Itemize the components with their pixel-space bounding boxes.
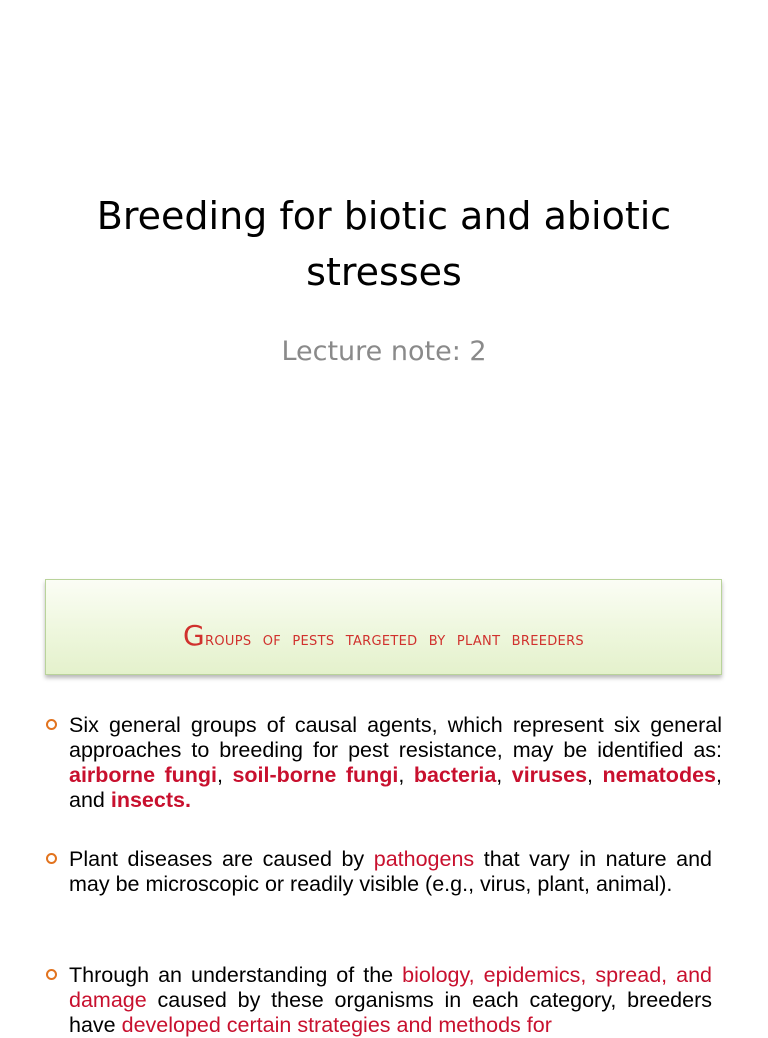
- highlight-soil-borne-fungi: soil-borne fungi: [232, 763, 399, 787]
- section-heading-box: [45, 579, 722, 675]
- highlight-bacteria: bacteria: [413, 763, 497, 787]
- bullet-item: [69, 847, 712, 897]
- highlight-airborne-fungi: airborne fungi: [69, 763, 218, 787]
- bullet-text: caused by these organisms in each category, breeders have: [69, 988, 712, 1037]
- section-heading: [183, 619, 584, 652]
- bullet-circle-icon: [46, 853, 57, 864]
- bullet-text: that vary in nature and may be microscopic or readily visible (e.g., virus, plant, animal).: [69, 847, 712, 896]
- bullet-text: ,: [217, 763, 233, 787]
- slide-title-line-2: stresses: [306, 250, 462, 294]
- section-heading-rest: roups of pests targeted by plant breeders: [205, 627, 584, 650]
- bullet-circle-icon: [46, 719, 57, 730]
- highlight-pathogens: pathogens: [373, 847, 475, 871]
- highlight-nematodes: nematodes: [602, 763, 716, 787]
- bullet-item: [69, 713, 722, 813]
- bullet-text: ,: [398, 763, 414, 787]
- highlight-biology-epidemics: biology, epidemics, spread, and damage: [69, 963, 712, 1012]
- highlight-insects: insects.: [110, 788, 191, 812]
- bullet-text: Six general groups of causal agents, which represent six general approaches to breeding for pest resistance, may be identified as:: [69, 713, 722, 762]
- slide-subtitle: Lecture note: 2: [281, 336, 487, 367]
- bullet-circle-icon: [46, 969, 57, 980]
- section-heading-initial: G: [183, 618, 206, 652]
- highlight-viruses: viruses: [511, 763, 588, 787]
- slide-title-line-1: Breeding for biotic and abiotic: [96, 194, 672, 238]
- highlight-strategies-methods: developed certain strategies and methods for: [121, 1013, 552, 1037]
- bullet-text: Plant diseases are caused by: [69, 847, 374, 871]
- bullet-text: ,: [496, 763, 512, 787]
- bullet-item: [69, 963, 712, 1038]
- bullet-text: ,: [587, 763, 603, 787]
- bullet-text: , and: [69, 763, 722, 812]
- bullet-text: Through an understanding of the: [69, 963, 403, 987]
- slide-title: [60, 188, 708, 300]
